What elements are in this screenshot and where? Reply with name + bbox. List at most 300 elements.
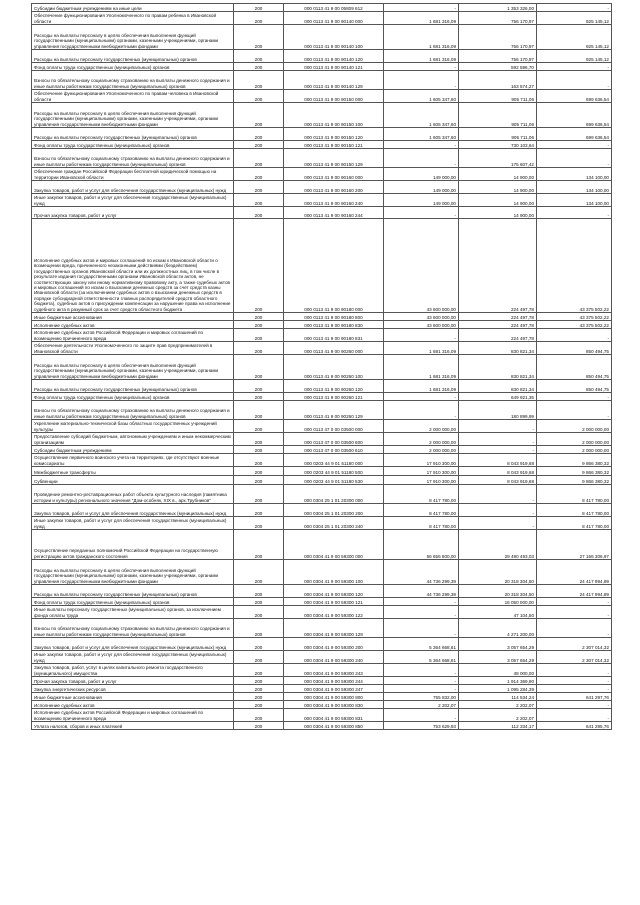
row-rest-cell: 134 100,00 (537, 194, 612, 207)
table-row (32, 50, 612, 63)
row-kbk-cell: 000 0304 41 9 00 59300 129 (284, 619, 384, 638)
row-code-cell: 200 (234, 619, 284, 638)
row-kbk-cell: 000 0113 41 9 00 90150 121 (284, 141, 384, 149)
row-rest-cell: 9 866 380,32 (537, 454, 612, 467)
row-exec-cell: 756 170,97 (459, 25, 537, 50)
row-plan-cell: - (384, 664, 459, 677)
row-exec-cell: - (459, 420, 537, 433)
row-rest-cell: - (537, 598, 612, 606)
row-kbk-cell: 000 0304 41 9 00 59300 120 (284, 585, 384, 598)
row-rest-cell: 850 494,75 (537, 355, 612, 380)
row-name-cell: Исполнение судебных актов (32, 701, 234, 709)
row-plan-cell: 43 600 000,00 (384, 321, 459, 329)
row-kbk-cell: 000 0113 41 9 00 90180 831 (284, 329, 384, 342)
row-plan-cell: 44 736 299,39 (384, 585, 459, 598)
row-plan-cell: 1 681 316,09 (384, 50, 459, 63)
row-name-cell: Расходы на выплаты персоналу в целях обеспечения выполнения функций государственными (муниципальными) органами, казенными учреждениями, органами управления государственными внебюджетными фондами (32, 355, 234, 380)
row-plan-cell: 56 656 800,00 (384, 530, 459, 560)
table-row (32, 651, 612, 664)
row-name-cell: Взносы по обязательному социальному страхованию на выплаты денежного содержания и иные выплаты работникам государственных (муниципальных) органов (32, 149, 234, 168)
table-body (32, 4, 612, 730)
row-exec-cell: 16 050 000,00 (459, 598, 537, 606)
row-name-cell: Обеспечение функционирования Уполномоченного по правам ребенка в Ивановской области (32, 12, 234, 25)
row-plan-cell: 2 202,07 (384, 701, 459, 709)
table-row (32, 12, 612, 25)
row-plan-cell: 2 000 000,00 (384, 446, 459, 454)
table-row (32, 530, 612, 560)
row-plan-cell: 1 681 316,09 (384, 355, 459, 380)
table-row (32, 517, 612, 530)
row-code-cell: 200 (234, 709, 284, 722)
table-row (32, 454, 612, 467)
row-plan-cell: 1 605 347,60 (384, 103, 459, 128)
row-rest-cell: - (537, 393, 612, 401)
row-code-cell: 200 (234, 103, 284, 128)
row-plan-cell: - (384, 677, 459, 685)
row-rest-cell: - (537, 71, 612, 90)
row-code-cell: 200 (234, 420, 284, 433)
table-row (32, 693, 612, 701)
table-row (32, 207, 612, 219)
row-plan-cell: - (384, 71, 459, 90)
row-kbk-cell: 000 0304 41 9 00 59300 800 (284, 693, 384, 701)
row-exec-cell: 163 574,27 (459, 71, 537, 90)
row-code-cell: 200 (234, 90, 284, 103)
row-plan-cell: - (384, 619, 459, 638)
row-kbk-cell: 000 0113 41 9 00 90140 120 (284, 50, 384, 63)
table-row (32, 63, 612, 71)
table-row (32, 476, 612, 485)
row-code-cell: 200 (234, 4, 284, 12)
row-plan-cell: 753 629,93 (384, 722, 459, 730)
row-code-cell: 200 (234, 329, 284, 342)
row-rest-cell: 699 636,54 (537, 128, 612, 141)
row-code-cell: 200 (234, 149, 284, 168)
row-exec-cell: 1 914 369,90 (459, 677, 537, 685)
table-row (32, 141, 612, 149)
row-exec-cell: 20 318 304,50 (459, 560, 537, 585)
row-name-cell: Обеспечение граждан Российской Федерации бесплатной юридической помощью на территории Ивановской области (32, 168, 234, 181)
row-kbk-cell: 000 0113 41 9 00 90180 800 (284, 313, 384, 321)
row-name-cell: Фонд оплаты труда государственных (муниципальных) органов (32, 393, 234, 401)
row-exec-cell: 8 043 919,68 (459, 476, 537, 485)
row-name-cell: Фонд оплаты труда государственных (муниципальных) органов (32, 63, 234, 71)
row-plan-cell: 8 417 780,00 (384, 517, 459, 530)
table-row (32, 168, 612, 181)
table-row (32, 393, 612, 401)
row-name-cell: Исполнение судебных актов Российской Федерации и мировых соглашений по возмещению причиненного вреда (32, 329, 234, 342)
row-kbk-cell: 000 0304 41 9 00 59300 121 (284, 598, 384, 606)
row-code-cell: 200 (234, 393, 284, 401)
table-row (32, 701, 612, 709)
table-row (32, 90, 612, 103)
row-code-cell: 200 (234, 433, 284, 446)
row-rest-cell: 2 307 014,32 (537, 651, 612, 664)
row-kbk-cell: 000 0304 41 9 00 59300 831 (284, 709, 384, 722)
row-exec-cell: 905 711,06 (459, 128, 537, 141)
row-exec-cell: 830 821,34 (459, 380, 537, 393)
row-kbk-cell: 000 0304 25 1 01 20300 240 (284, 517, 384, 530)
row-name-cell: Закупка энергетических ресурсов (32, 685, 234, 693)
row-name-cell: Иные выплаты персоналу государственных (муниципальных) органов, за исключением фонда оплаты труда (32, 606, 234, 619)
row-name-cell: Исполнение судебных актов Российской Федерации и мировых соглашений по возмещению причиненного вреда (32, 709, 234, 722)
row-kbk-cell: 000 0113 41 9 00 90260 120 (284, 380, 384, 393)
row-rest-cell: 925 145,12 (537, 12, 612, 25)
row-rest-cell: 641 297,76 (537, 693, 612, 701)
row-rest-cell: 9 866 380,32 (537, 476, 612, 485)
row-name-cell: Иные бюджетные ассигнования (32, 693, 234, 701)
row-rest-cell: 8 417 780,00 (537, 504, 612, 517)
row-kbk-cell: 000 0113 41 9 00 90260 000 (284, 342, 384, 355)
row-name-cell: Расходы на выплаты персоналу государственных (муниципальных) органов (32, 585, 234, 598)
row-rest-cell: - (537, 4, 612, 12)
row-plan-cell: 1 605 347,60 (384, 128, 459, 141)
row-exec-cell: - (459, 504, 537, 517)
row-kbk-cell: 000 0113 41 9 00 90140 121 (284, 63, 384, 71)
table-row (32, 181, 612, 194)
row-name-cell: Субсидии бюджетным учреждениям (32, 446, 234, 454)
table-row (32, 219, 612, 313)
table-row (32, 128, 612, 141)
table-row (32, 619, 612, 638)
row-exec-cell: 830 821,34 (459, 342, 537, 355)
table-row (32, 355, 612, 380)
row-kbk-cell: 000 0304 41 9 00 59300 830 (284, 701, 384, 709)
row-plan-cell: - (384, 149, 459, 168)
row-kbk-cell: 000 0113 41 9 00 90160 244 (284, 207, 384, 219)
row-code-cell: 200 (234, 342, 284, 355)
row-code-cell: 200 (234, 380, 284, 393)
row-plan-cell: 149 000,00 (384, 181, 459, 194)
row-exec-cell: 48 000,00 (459, 664, 537, 677)
table-row (32, 401, 612, 420)
row-plan-cell: 8 417 780,00 (384, 504, 459, 517)
row-code-cell: 200 (234, 651, 284, 664)
row-rest-cell: 24 417 994,89 (537, 560, 612, 585)
row-name-cell: Осуществление переданных полномочий Российской Федерации на государственную регистрацию актов гражданского состояния (32, 530, 234, 560)
row-exec-cell: 47 104,50 (459, 606, 537, 619)
row-name-cell: Расходы на выплаты персоналу в целях обеспечения выполнения функций государственными (муниципальными) органами, казенными учреждениями, органами управления государственными внебюджетными фондами (32, 560, 234, 585)
row-exec-cell: 2 202,07 (459, 709, 537, 722)
row-rest-cell: 850 494,75 (537, 380, 612, 393)
row-exec-cell: 20 318 304,50 (459, 585, 537, 598)
budget-report-sheet (31, 3, 611, 730)
table-row (32, 194, 612, 207)
row-rest-cell: - (537, 664, 612, 677)
row-plan-cell: 2 000 000,00 (384, 420, 459, 433)
row-plan-cell: 1 681 316,09 (384, 12, 459, 25)
row-kbk-cell: 000 0113 47 0 00 03500 000 (284, 420, 384, 433)
row-name-cell: Закупка товаров, работ, услуг в целях капитального ремонта государственного (муниципального) имущества (32, 664, 234, 677)
table-row (32, 420, 612, 433)
row-rest-cell: 699 636,54 (537, 103, 612, 128)
row-rest-cell: 134 100,00 (537, 168, 612, 181)
row-code-cell: 200 (234, 598, 284, 606)
row-code-cell: 200 (234, 467, 284, 476)
row-code-cell: 200 (234, 128, 284, 141)
row-kbk-cell: 000 0113 41 9 00 90160 240 (284, 194, 384, 207)
row-name-cell: Иные закупки товаров, работ и услуг для обеспечения государственных (муниципальных) нужд (32, 651, 234, 664)
row-name-cell: Исполнение судебных актов и мировых соглашений по искам к Ивановской области о возмещении вреда, причиненного незаконными действиями (бездействием) государственных органов Ивановской области или их должностных лиц, в том числе в результате издания государственными органами Ивановской области актов, не соответствующих закону или иному нормативному правовому акту, а также судебных актов и мировых соглашений по искам о взыскании денежных средств за счет средств казны Ивановской области (за исключением судебных актов о взыскании денежных средств в порядке субсидиарной ответственности главных распорядителей средств областного бюджета), судебных актов о присуждении компенсации за нарушение права на исполнение судебного акта в разумный срок за счет средств областного бюджета (32, 219, 234, 313)
row-exec-cell: 3 057 654,29 (459, 651, 537, 664)
row-name-cell: Осуществление первичного воинского учета на территориях, где отсутствуют военные комиссариаты (32, 454, 234, 467)
table-row (32, 380, 612, 393)
row-exec-cell: - (459, 446, 537, 454)
row-plan-cell: - (384, 207, 459, 219)
row-name-cell: Уплата налогов, сборов и иных платежей (32, 722, 234, 730)
row-kbk-cell: 000 0304 41 9 00 59300 240 (284, 651, 384, 664)
table-row (32, 446, 612, 454)
row-name-cell: Исполнение судебных актов (32, 321, 234, 329)
table-row (32, 4, 612, 12)
row-name-cell: Расходы на выплаты персоналу государственных (муниципальных) органов (32, 50, 234, 63)
row-plan-cell: - (384, 598, 459, 606)
row-code-cell: 200 (234, 446, 284, 454)
table-row (32, 467, 612, 476)
row-rest-cell: 27 166 306,97 (537, 530, 612, 560)
row-plan-cell: 44 736 299,39 (384, 560, 459, 585)
row-plan-cell: 2 000 000,00 (384, 433, 459, 446)
table-row (32, 329, 612, 342)
row-exec-cell: 649 921,35 (459, 393, 537, 401)
row-plan-cell: - (384, 4, 459, 12)
row-rest-cell: 43 375 502,22 (537, 321, 612, 329)
row-name-cell: Субвенции (32, 476, 234, 485)
row-exec-cell: - (459, 433, 537, 446)
row-plan-cell: 5 364 668,61 (384, 638, 459, 651)
row-rest-cell: 2 307 014,32 (537, 638, 612, 651)
row-code-cell: 200 (234, 606, 284, 619)
row-kbk-cell: 000 0113 41 9 00 90260 100 (284, 355, 384, 380)
row-code-cell: 200 (234, 355, 284, 380)
row-name-cell: Расходы на выплаты персоналу в целях обеспечения выполнения функций государственными (муниципальными) органами, казенными учреждениями, органами управления государственными внебюджетными фондами (32, 25, 234, 50)
table-row (32, 560, 612, 585)
row-plan-cell: 43 600 000,00 (384, 313, 459, 321)
row-kbk-cell: 000 0113 41 9 00 90160 000 (284, 168, 384, 181)
row-kbk-cell: 000 0304 25 1 01 20300 000 (284, 485, 384, 504)
row-plan-cell: 8 417 780,00 (384, 485, 459, 504)
table-row (32, 149, 612, 168)
table-row (32, 677, 612, 685)
row-kbk-cell: 000 0304 41 9 00 59300 000 (284, 530, 384, 560)
table-row (32, 433, 612, 446)
table-row (32, 606, 612, 619)
row-kbk-cell: 000 0304 41 9 00 59300 100 (284, 560, 384, 585)
row-name-cell: Межбюджетные трансферты (32, 467, 234, 476)
row-plan-cell: - (384, 141, 459, 149)
row-plan-cell: 17 910 300,00 (384, 454, 459, 467)
row-kbk-cell: 000 0304 41 9 00 59300 200 (284, 638, 384, 651)
row-kbk-cell: 000 0113 47 0 00 03500 600 (284, 433, 384, 446)
row-code-cell: 200 (234, 685, 284, 693)
table-row (32, 485, 612, 504)
row-rest-cell: 925 145,12 (537, 50, 612, 63)
row-name-cell: Фонд оплаты труда государственных (муниципальных) органов (32, 141, 234, 149)
row-kbk-cell: 000 0113 41 9 00 05809 612 (284, 4, 384, 12)
table-row (32, 71, 612, 90)
row-rest-cell: 925 145,12 (537, 25, 612, 50)
row-plan-cell: 1 681 316,09 (384, 342, 459, 355)
row-rest-cell: - (537, 401, 612, 420)
row-plan-cell: - (384, 329, 459, 342)
row-exec-cell: 224 497,78 (459, 321, 537, 329)
row-exec-cell: 905 711,06 (459, 90, 537, 103)
row-kbk-cell: 000 0113 41 9 00 90150 120 (284, 128, 384, 141)
row-code-cell: 200 (234, 504, 284, 517)
row-code-cell: 200 (234, 313, 284, 321)
row-code-cell: 200 (234, 63, 284, 71)
row-exec-cell: 224 497,78 (459, 313, 537, 321)
table-row (32, 504, 612, 517)
row-rest-cell: 2 000 000,00 (537, 420, 612, 433)
row-exec-cell: 14 900,00 (459, 207, 537, 219)
row-code-cell: 200 (234, 454, 284, 467)
table-row (32, 25, 612, 50)
row-code-cell: 200 (234, 321, 284, 329)
row-name-cell: Расходы на выплаты персоналу государственных (муниципальных) органов (32, 380, 234, 393)
row-name-cell: Фонд оплаты труда государственных (муниципальных) органов (32, 598, 234, 606)
row-code-cell: 200 (234, 638, 284, 651)
row-kbk-cell: 000 0113 41 9 00 90260 121 (284, 393, 384, 401)
row-name-cell: Расходы на выплаты персоналу государственных (муниципальных) органов (32, 128, 234, 141)
row-kbk-cell: 000 0113 41 9 00 90150 100 (284, 103, 384, 128)
row-name-cell: Обеспечение деятельности Уполномоченного по защите прав предпринимателей в Ивановской области (32, 342, 234, 355)
row-exec-cell: 3 057 654,29 (459, 638, 537, 651)
row-name-cell: Взносы по обязательному социальному страхованию на выплаты денежного содержания и иные выплаты работникам государственных (муниципальных) органов (32, 401, 234, 420)
row-name-cell: Закупка товаров, работ и услуг для обеспечения государственных (муниципальных) нужд (32, 181, 234, 194)
row-kbk-cell: 000 0304 41 9 00 59300 850 (284, 722, 384, 730)
row-plan-cell: 149 000,00 (384, 168, 459, 181)
row-code-cell: 200 (234, 722, 284, 730)
row-rest-cell: - (537, 606, 612, 619)
row-exec-cell: 114 534,24 (459, 693, 537, 701)
row-code-cell: 200 (234, 219, 284, 313)
row-name-cell: Укрепление материально-технической базы областных государственных учреждений культуры (32, 420, 234, 433)
table-row (32, 685, 612, 693)
row-rest-cell: 8 417 780,00 (537, 517, 612, 530)
row-kbk-cell: 000 0304 41 9 00 59300 243 (284, 664, 384, 677)
row-name-cell: Расходы на выплаты персоналу в целях обеспечения выполнения функций государственными (муниципальными) органами, казенными учреждениями, органами управления государственными внебюджетными фондами (32, 103, 234, 128)
row-code-cell: 200 (234, 401, 284, 420)
row-name-cell: Иные закупки товаров, работ и услуг для обеспечения государственных (муниципальных) нужд (32, 194, 234, 207)
row-rest-cell: 24 417 994,89 (537, 585, 612, 598)
row-exec-cell: 1 095 284,39 (459, 685, 537, 693)
row-name-cell: Прочая закупка товаров, работ и услуг (32, 677, 234, 685)
table-row (32, 598, 612, 606)
row-plan-cell: 43 600 000,00 (384, 219, 459, 313)
row-code-cell: 200 (234, 12, 284, 25)
row-rest-cell: - (537, 63, 612, 71)
row-rest-cell: - (537, 685, 612, 693)
row-code-cell: 200 (234, 530, 284, 560)
row-rest-cell: 8 417 780,00 (537, 485, 612, 504)
row-exec-cell: 592 596,70 (459, 63, 537, 71)
row-kbk-cell: 000 0203 44 9 01 51180 000 (284, 454, 384, 467)
table-row (32, 313, 612, 321)
row-rest-cell: - (537, 677, 612, 685)
row-kbk-cell: 000 0304 41 9 00 59300 247 (284, 685, 384, 693)
row-kbk-cell: 000 0113 41 9 00 90180 830 (284, 321, 384, 329)
row-plan-cell: 1 681 316,09 (384, 25, 459, 50)
row-kbk-cell: 000 0113 47 0 00 03500 610 (284, 446, 384, 454)
row-exec-cell: 2 202,07 (459, 701, 537, 709)
row-exec-cell: 8 043 919,68 (459, 454, 537, 467)
row-rest-cell: 2 000 000,00 (537, 446, 612, 454)
row-rest-cell: 850 494,75 (537, 342, 612, 355)
row-name-cell: Иные бюджетные ассигнования (32, 313, 234, 321)
table-row (32, 664, 612, 677)
row-name-cell: Закупка товаров, работ и услуг для обеспечения государственных (муниципальных) нужд (32, 504, 234, 517)
table-row (32, 321, 612, 329)
row-kbk-cell: 000 0113 41 9 00 90160 200 (284, 181, 384, 194)
row-rest-cell: 43 375 502,22 (537, 313, 612, 321)
row-name-cell: Прочая закупка товаров, работ и услуг (32, 207, 234, 219)
row-kbk-cell: 000 0304 41 9 00 59300 244 (284, 677, 384, 685)
row-plan-cell: - (384, 685, 459, 693)
row-exec-cell: 180 899,99 (459, 401, 537, 420)
row-exec-cell: 112 334,17 (459, 722, 537, 730)
row-code-cell: 200 (234, 71, 284, 90)
table-row (32, 585, 612, 598)
row-rest-cell: - (537, 709, 612, 722)
row-exec-cell: 756 170,97 (459, 50, 537, 63)
row-plan-cell: 1 605 347,60 (384, 90, 459, 103)
row-kbk-cell: 000 0113 41 9 00 90180 000 (284, 219, 384, 313)
row-exec-cell: 224 497,78 (459, 219, 537, 313)
row-code-cell: 200 (234, 664, 284, 677)
row-rest-cell: 43 375 502,22 (537, 219, 612, 313)
row-rest-cell: - (537, 149, 612, 168)
row-rest-cell: 9 866 380,32 (537, 467, 612, 476)
row-plan-cell: - (384, 709, 459, 722)
row-rest-cell: 2 000 000,00 (537, 433, 612, 446)
row-rest-cell: 134 100,00 (537, 181, 612, 194)
row-code-cell: 200 (234, 560, 284, 585)
row-code-cell: 200 (234, 693, 284, 701)
row-code-cell: 200 (234, 476, 284, 485)
row-plan-cell: 5 364 668,61 (384, 651, 459, 664)
table-row (32, 103, 612, 128)
row-exec-cell: 8 043 919,68 (459, 467, 537, 476)
row-code-cell: 200 (234, 141, 284, 149)
table-row (32, 342, 612, 355)
row-rest-cell: - (537, 619, 612, 638)
row-exec-cell: 14 900,00 (459, 168, 537, 181)
row-name-cell: Взносы по обязательному социальному страхованию на выплаты денежного содержания и иные выплаты работникам государственных (муниципальных) органов (32, 619, 234, 638)
row-exec-cell: 905 711,06 (459, 103, 537, 128)
row-exec-cell: - (459, 485, 537, 504)
row-kbk-cell: 000 0113 41 9 00 90150 129 (284, 149, 384, 168)
row-kbk-cell: 000 0113 41 9 00 90140 100 (284, 25, 384, 50)
row-exec-cell: 730 103,64 (459, 141, 537, 149)
row-rest-cell: - (537, 701, 612, 709)
row-name-cell: Закупка товаров, работ и услуг для обеспечения государственных (муниципальных) нужд (32, 638, 234, 651)
row-kbk-cell: 000 0304 41 9 00 59300 122 (284, 606, 384, 619)
row-name-cell: Обеспечение функционирования Уполномоченного по правам человека в Ивановской области (32, 90, 234, 103)
row-kbk-cell: 000 0203 44 9 01 51180 500 (284, 467, 384, 476)
row-name-cell: Предоставление субсидий бюджетным, автономным учреждениям и иным некоммерческим организациям (32, 433, 234, 446)
row-plan-cell: 1 681 316,09 (384, 380, 459, 393)
row-code-cell: 200 (234, 207, 284, 219)
row-code-cell: 200 (234, 194, 284, 207)
row-kbk-cell: 000 0113 41 9 00 90140 000 (284, 12, 384, 25)
row-code-cell: 200 (234, 585, 284, 598)
row-kbk-cell: 000 0304 25 1 01 20300 200 (284, 504, 384, 517)
row-exec-cell: 175 607,42 (459, 149, 537, 168)
table-row (32, 722, 612, 730)
row-plan-cell: 149 000,00 (384, 194, 459, 207)
row-plan-cell: - (384, 393, 459, 401)
